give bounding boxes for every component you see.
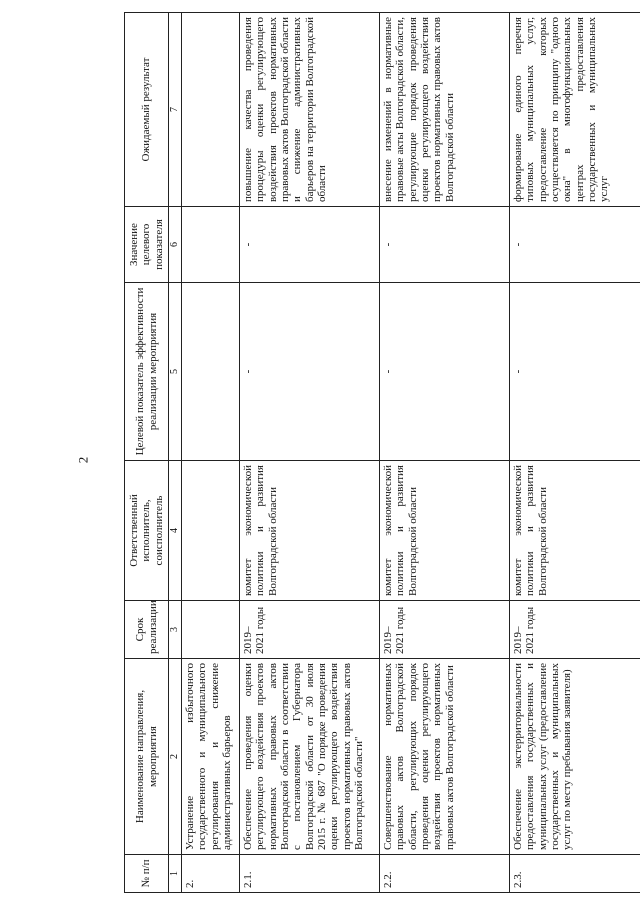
row-value: - [510,207,640,283]
row-number: 2.2. [380,855,510,893]
row-executor: комитет экономической политики и развития Волгоградской области [510,461,640,601]
row-executor [182,461,240,601]
table-header-row [125,13,169,893]
row-value: - [380,207,510,283]
row-value [182,207,240,283]
column-number: 3 [169,601,182,659]
table-row [380,13,510,893]
column-number: 1 [169,855,182,893]
row-number: 2.1. [240,855,380,893]
row-term: 2019–2021 годы [380,601,510,659]
row-number: 2.3. [510,855,640,893]
row-result: внесение изменений в нормативные правовые акты Волгоградской области, регулирующие порядок проведения оценки регулирующего воздействия проектов нормативных правовых актов Волгоградской области [380,13,510,207]
row-value: - [240,207,380,283]
row-executor: комитет экономической политики и развития Волгоградской области [240,461,380,601]
row-indicator: - [240,283,380,461]
row-term: 2019–2021 годы [510,601,640,659]
row-name: Устранение избыточного государственного и муниципального регулирования и снижение административных барьеров [182,659,240,855]
table-row [182,13,240,893]
col-header-indicator: Целевой показатель эффективности реализации мероприятия [125,283,169,461]
row-name: Обеспечение проведения оценки регулирующего воздействия проектов нормативных правовых актов Волгоградской области в соответствии с постановлением Губернатора Волгоградской области от 30 июля 2015 г. № 687 "О порядке проведения оценки регулирующего воздействия проектов нормативных правовых актов Волгоградской области" [240,659,380,855]
measures-table [124,12,640,893]
col-header-result: Ожидаемый результат [125,13,169,207]
column-numbers-row [169,13,182,893]
column-number: 7 [169,13,182,207]
row-term [182,601,240,659]
table-row [510,13,640,893]
row-indicator: - [510,283,640,461]
column-number: 5 [169,283,182,461]
table-row [240,13,380,893]
row-name: Совершенствование нормативных правовых актов Волгоградской области, регулирующих порядок проведения оценки регулирующего воздействия проектов нормативных правовых актов Волгоградской области [380,659,510,855]
row-name: Обеспечение экстерриториальности предоставления государственных и муниципальных услуг (предоставление государственных и муниципальных услуг по месту пребывания заявителя) [510,659,640,855]
row-indicator [182,283,240,461]
row-term: 2019–2021 годы [240,601,380,659]
row-result: повышение качества проведения процедуры оценки регулирующего воздействия проектов нормативных правовых актов Волгоградской области и снижение административных барьеров на территории Волгоградской области [240,13,380,207]
column-number: 4 [169,461,182,601]
col-header-value: Значение целевого показателя [125,207,169,283]
rotated-table-container [124,13,640,893]
column-number: 6 [169,207,182,283]
row-result [182,13,240,207]
row-number: 2. [182,855,240,893]
row-result: формирование единого перечня типовых муниципальных услуг, предоставление которых осуществляется по принципу "одного окна" в многофункциональных центрах предоставления государственных и муниципальных услуг [510,13,640,207]
column-number: 2 [169,659,182,855]
col-header-number: № п/п [125,855,169,893]
row-executor: комитет экономической политики и развития Волгоградской области [380,461,510,601]
col-header-term: Срок реализации [125,601,169,659]
row-indicator: - [380,283,510,461]
col-header-executor: Ответственный исполнитель, соисполнитель [125,461,169,601]
page-number: 2 [75,456,91,464]
col-header-name: Наименование направления, мероприятия [125,659,169,855]
